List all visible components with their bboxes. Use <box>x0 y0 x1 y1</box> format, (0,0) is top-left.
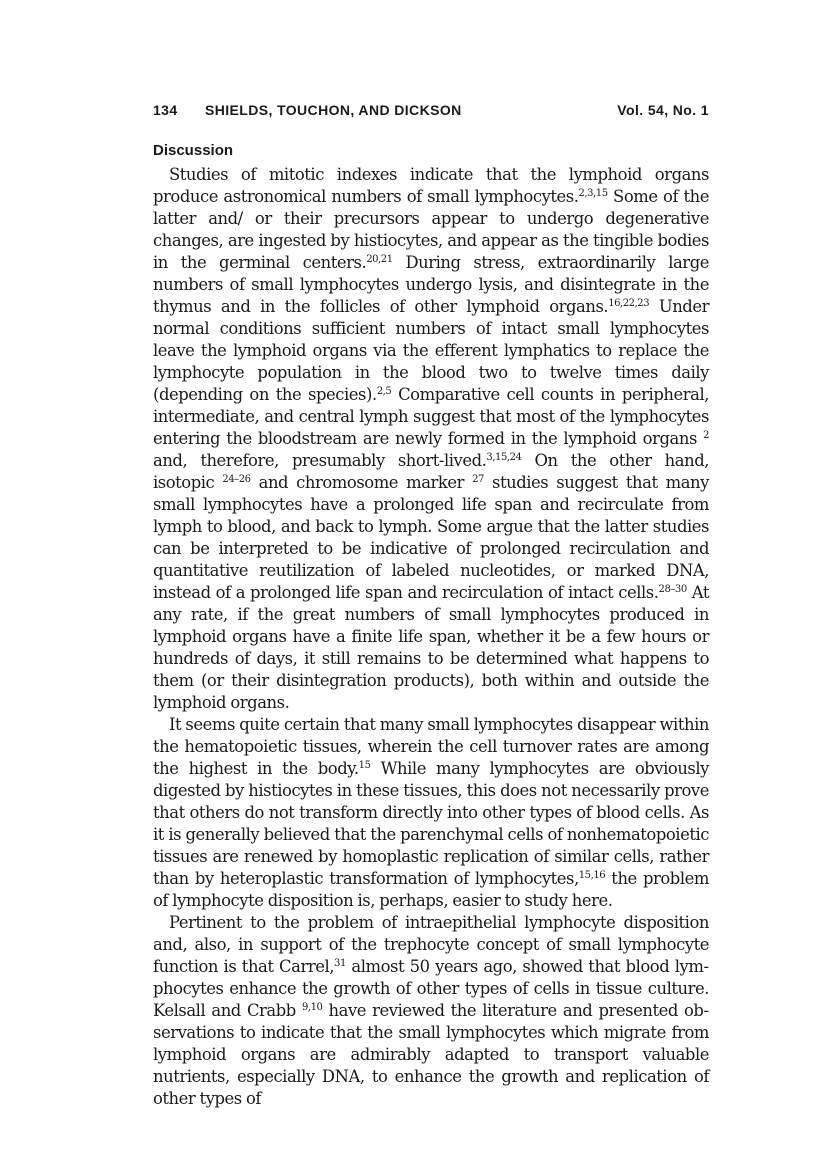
citation-ref: 20,21 <box>366 254 393 265</box>
citation-ref: 16,22,23 <box>608 298 650 309</box>
text-run: Pertinent to the problem of intraepithelial lymphocyte disposition and, also, in support of the trephocyte concept of small lymphocyte function is that Carrel, <box>153 913 709 976</box>
paragraph-1 <box>153 164 709 714</box>
text-run: the problem of lymphocyte disposition is, perhaps, easier to study here. <box>153 869 709 910</box>
running-head-authors: SHIELDS, TOUCHON, AND DICKSON <box>205 102 462 118</box>
citation-ref: 28–30 <box>658 584 687 595</box>
text-run: studies suggest that many small lymphocytes have a prolonged life span and recirculate from lymph to blood, and back to lymph. Some argue that the latter studies can be interpreted to be indicative of prolonged recirculation and quantitative reutilization of labeled nucleotides, or marked DNA, instead of a prolonged life span and recirculation of intact cells. <box>153 473 709 602</box>
text-run: Studies of mitotic indexes indicate that the lymphoid organs produce astronomical numbers of small lymphocytes. <box>153 165 709 206</box>
text-run: Under normal conditions sufficient numbers of intact small lymphocytes leave the lymphoid organs via the efferent lymphatics to replace the lymphocyte population in the blood two to twelve times daily (depending on the species). <box>153 297 709 404</box>
body-text <box>153 164 709 1110</box>
text-run: It seems quite certain that many small lymphocytes disappear within the hematopoietic tissues, wherein the cell turnover rates are among the highest in the body. <box>153 715 709 778</box>
text-run: Some of the latter and/ or their precursors appear to undergo degenerative changes, are ingested by histiocytes, and appear as the tingible bodies in the germinal centers. <box>153 187 709 272</box>
running-header <box>153 102 709 122</box>
text-run: At any rate, if the great numbers of small lymphocytes produced in lymphoid organs have a finite life span, whether it be a few hours or hundreds of days, it still remains to be determined what happens to them (or their disintegration products), both within and outside the lymphoid organs. <box>153 583 710 712</box>
citation-ref: 27 <box>472 474 484 485</box>
text-run: Comparative cell counts in peripheral, intermediate, and central lymph suggest that most of the lymphocytes entering the bloodstream are newly formed in the lymphoid organs <box>153 385 710 448</box>
section-heading: Discussion <box>153 142 234 159</box>
citation-ref: 9,10 <box>301 1002 323 1013</box>
citation-ref: 3,15,24 <box>486 452 522 463</box>
paragraph-3 <box>153 912 709 1110</box>
text-run: During stress, extraordinarily large numbers of small lymphocytes undergo lysis, and disintegrate in the thymus and in the follicles of other lymphoid organs. <box>153 253 709 316</box>
citation-ref: 24–26 <box>222 474 251 485</box>
paragraph-2 <box>153 714 709 912</box>
citation-ref: 2,5 <box>376 386 392 397</box>
citation-ref: 2,3,15 <box>578 188 608 199</box>
text-run: and chromosome marker <box>250 473 473 492</box>
text-run: On the other hand, isotopic <box>153 451 710 492</box>
text-run: almost 50 years ago, showed that blood lymphocytes enhance the growth of other types of cells in tissue culture. Kelsall and Crabb <box>153 957 710 1020</box>
volume-issue: Vol. 54, No. 1 <box>617 102 709 118</box>
text-run: While many lymphocytes are obviously digested by histiocytes in these tissues, this does not necessarily prove that others do not transform directly into other types of blood cells. As it is generally believed that the parenchymal cells of nonhematopoietic tissues are renewed by homoplastic replication of similar cells, rather than by heteroplastic transformation of lymphocytes, <box>153 759 709 888</box>
citation-ref: 15,16 <box>578 870 606 881</box>
citation-ref: 2 <box>703 430 709 441</box>
citation-ref: 31 <box>334 958 346 969</box>
page-number: 134 <box>153 102 178 118</box>
text-run: have reviewed the literature and presented observations to indicate that the small lymphocytes which migrate from lymphoid organs are admirably adapted to transport valuable nutrients, especially DNA, to enhance the growth and replication of other types of <box>153 1001 709 1108</box>
citation-ref: 15 <box>358 760 371 771</box>
text-run: and, therefore, presumably short-lived. <box>153 451 487 470</box>
